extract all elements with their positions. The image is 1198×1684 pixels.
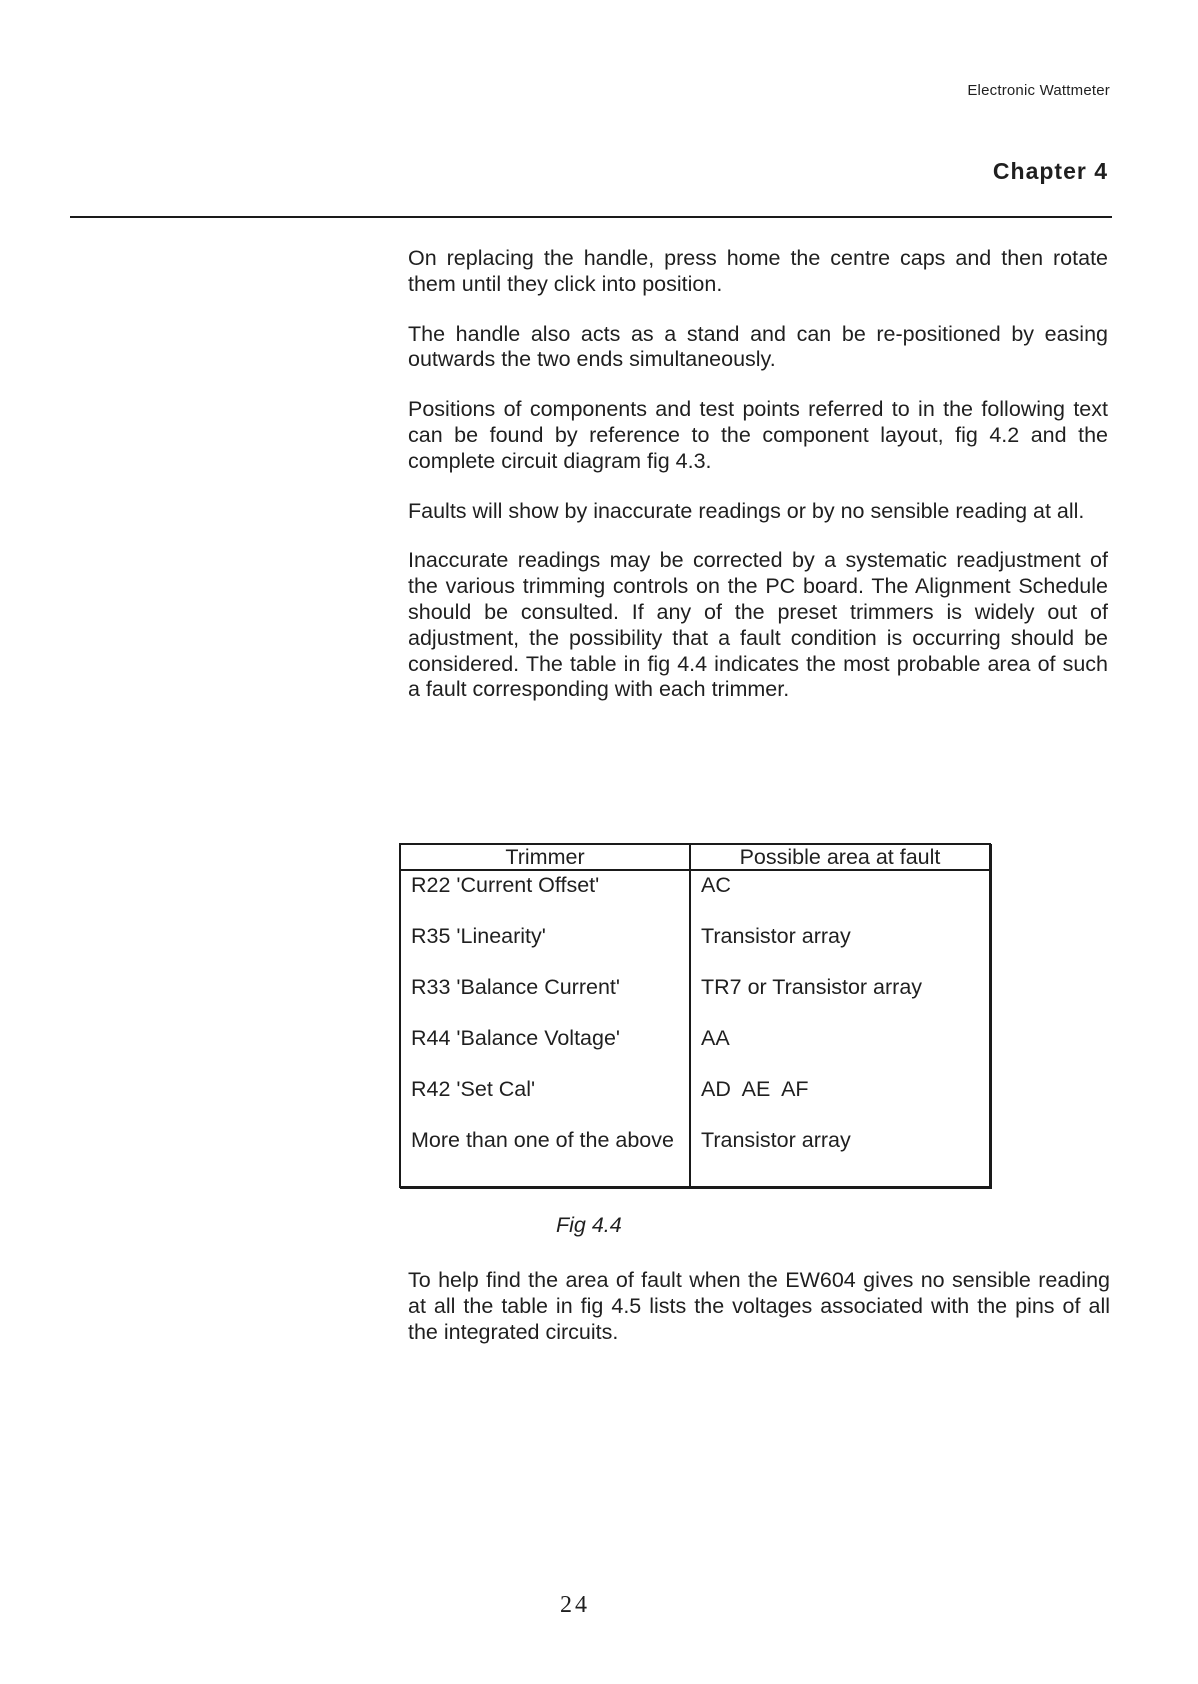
page-number: 24 [560, 1592, 590, 1618]
body-text [408, 246, 1108, 727]
trimmer-cell: R33 'Balance Current' [401, 973, 690, 1024]
table-row [401, 1126, 989, 1186]
trimmer-cell: R44 'Balance Voltage' [401, 1024, 690, 1075]
paragraph-handle-caps: On replacing the handle, press home the centre caps and then rotate them until they click into position. [408, 246, 1108, 296]
trimmer-cell: More than one of the above [401, 1126, 690, 1186]
area-cell: AD AE AF [701, 1077, 809, 1101]
column-header-area: Possible area at fault [690, 845, 989, 870]
table-row [401, 1024, 989, 1075]
paragraph-voltage-table: To help find the area of fault when the EW604 gives no sensible reading at all the table in fig 4.5 lists the voltages associated with the pins of all the integrated circuits. [408, 1268, 1110, 1344]
column-header-trimmer: Trimmer [401, 845, 690, 870]
paragraph-component-positions: Positions of components and test points referred to in the following text can be found by reference to the component layout, fig 4.2 and the complete circuit diagram fig 4.3. [408, 397, 1108, 473]
table-row [401, 973, 989, 1024]
running-header: Electronic Wattmeter [967, 82, 1110, 99]
area-cell: Transistor array [701, 1128, 851, 1152]
trimmer-cell: R35 'Linearity' [401, 922, 690, 973]
figure-caption: Fig 4.4 [556, 1213, 622, 1237]
trimmer-cell: R22 'Current Offset' [401, 870, 690, 922]
paragraph-handle-stand: The handle also acts as a stand and can be re-positioned by easing outwards the two ends simultaneously. [408, 321, 1108, 372]
paragraph-inaccurate-readings: Inaccurate readings may be corrected by a systematic readjustment of the various trimming controls on the PC board. The Alignment Schedule should be consulted. If any of the preset trimmers is widely out of adjustment, the possibility that a fault condition is occurring should be considered. The table in fig 4.4 indicates the most probable area of such a fault corresponding with each trimmer. [408, 548, 1108, 702]
area-cell: AC [701, 873, 731, 897]
trimmer-cell: R42 'Set Cal' [401, 1075, 690, 1126]
chapter-heading: Chapter 4 [992, 158, 1108, 184]
fault-table-container [399, 843, 991, 1188]
table-header-row [401, 845, 989, 870]
area-cell: Transistor array [701, 924, 851, 948]
table-row [401, 922, 989, 973]
table-row [401, 870, 989, 922]
area-cell: AA [701, 1026, 730, 1050]
table-row [401, 1075, 989, 1126]
header-divider [70, 216, 1112, 218]
area-cell: TR7 or Transistor array [701, 975, 923, 999]
fault-table [401, 845, 989, 1186]
paragraph-faults: Faults will show by inaccurate readings or by no sensible reading at all. [408, 498, 1085, 523]
